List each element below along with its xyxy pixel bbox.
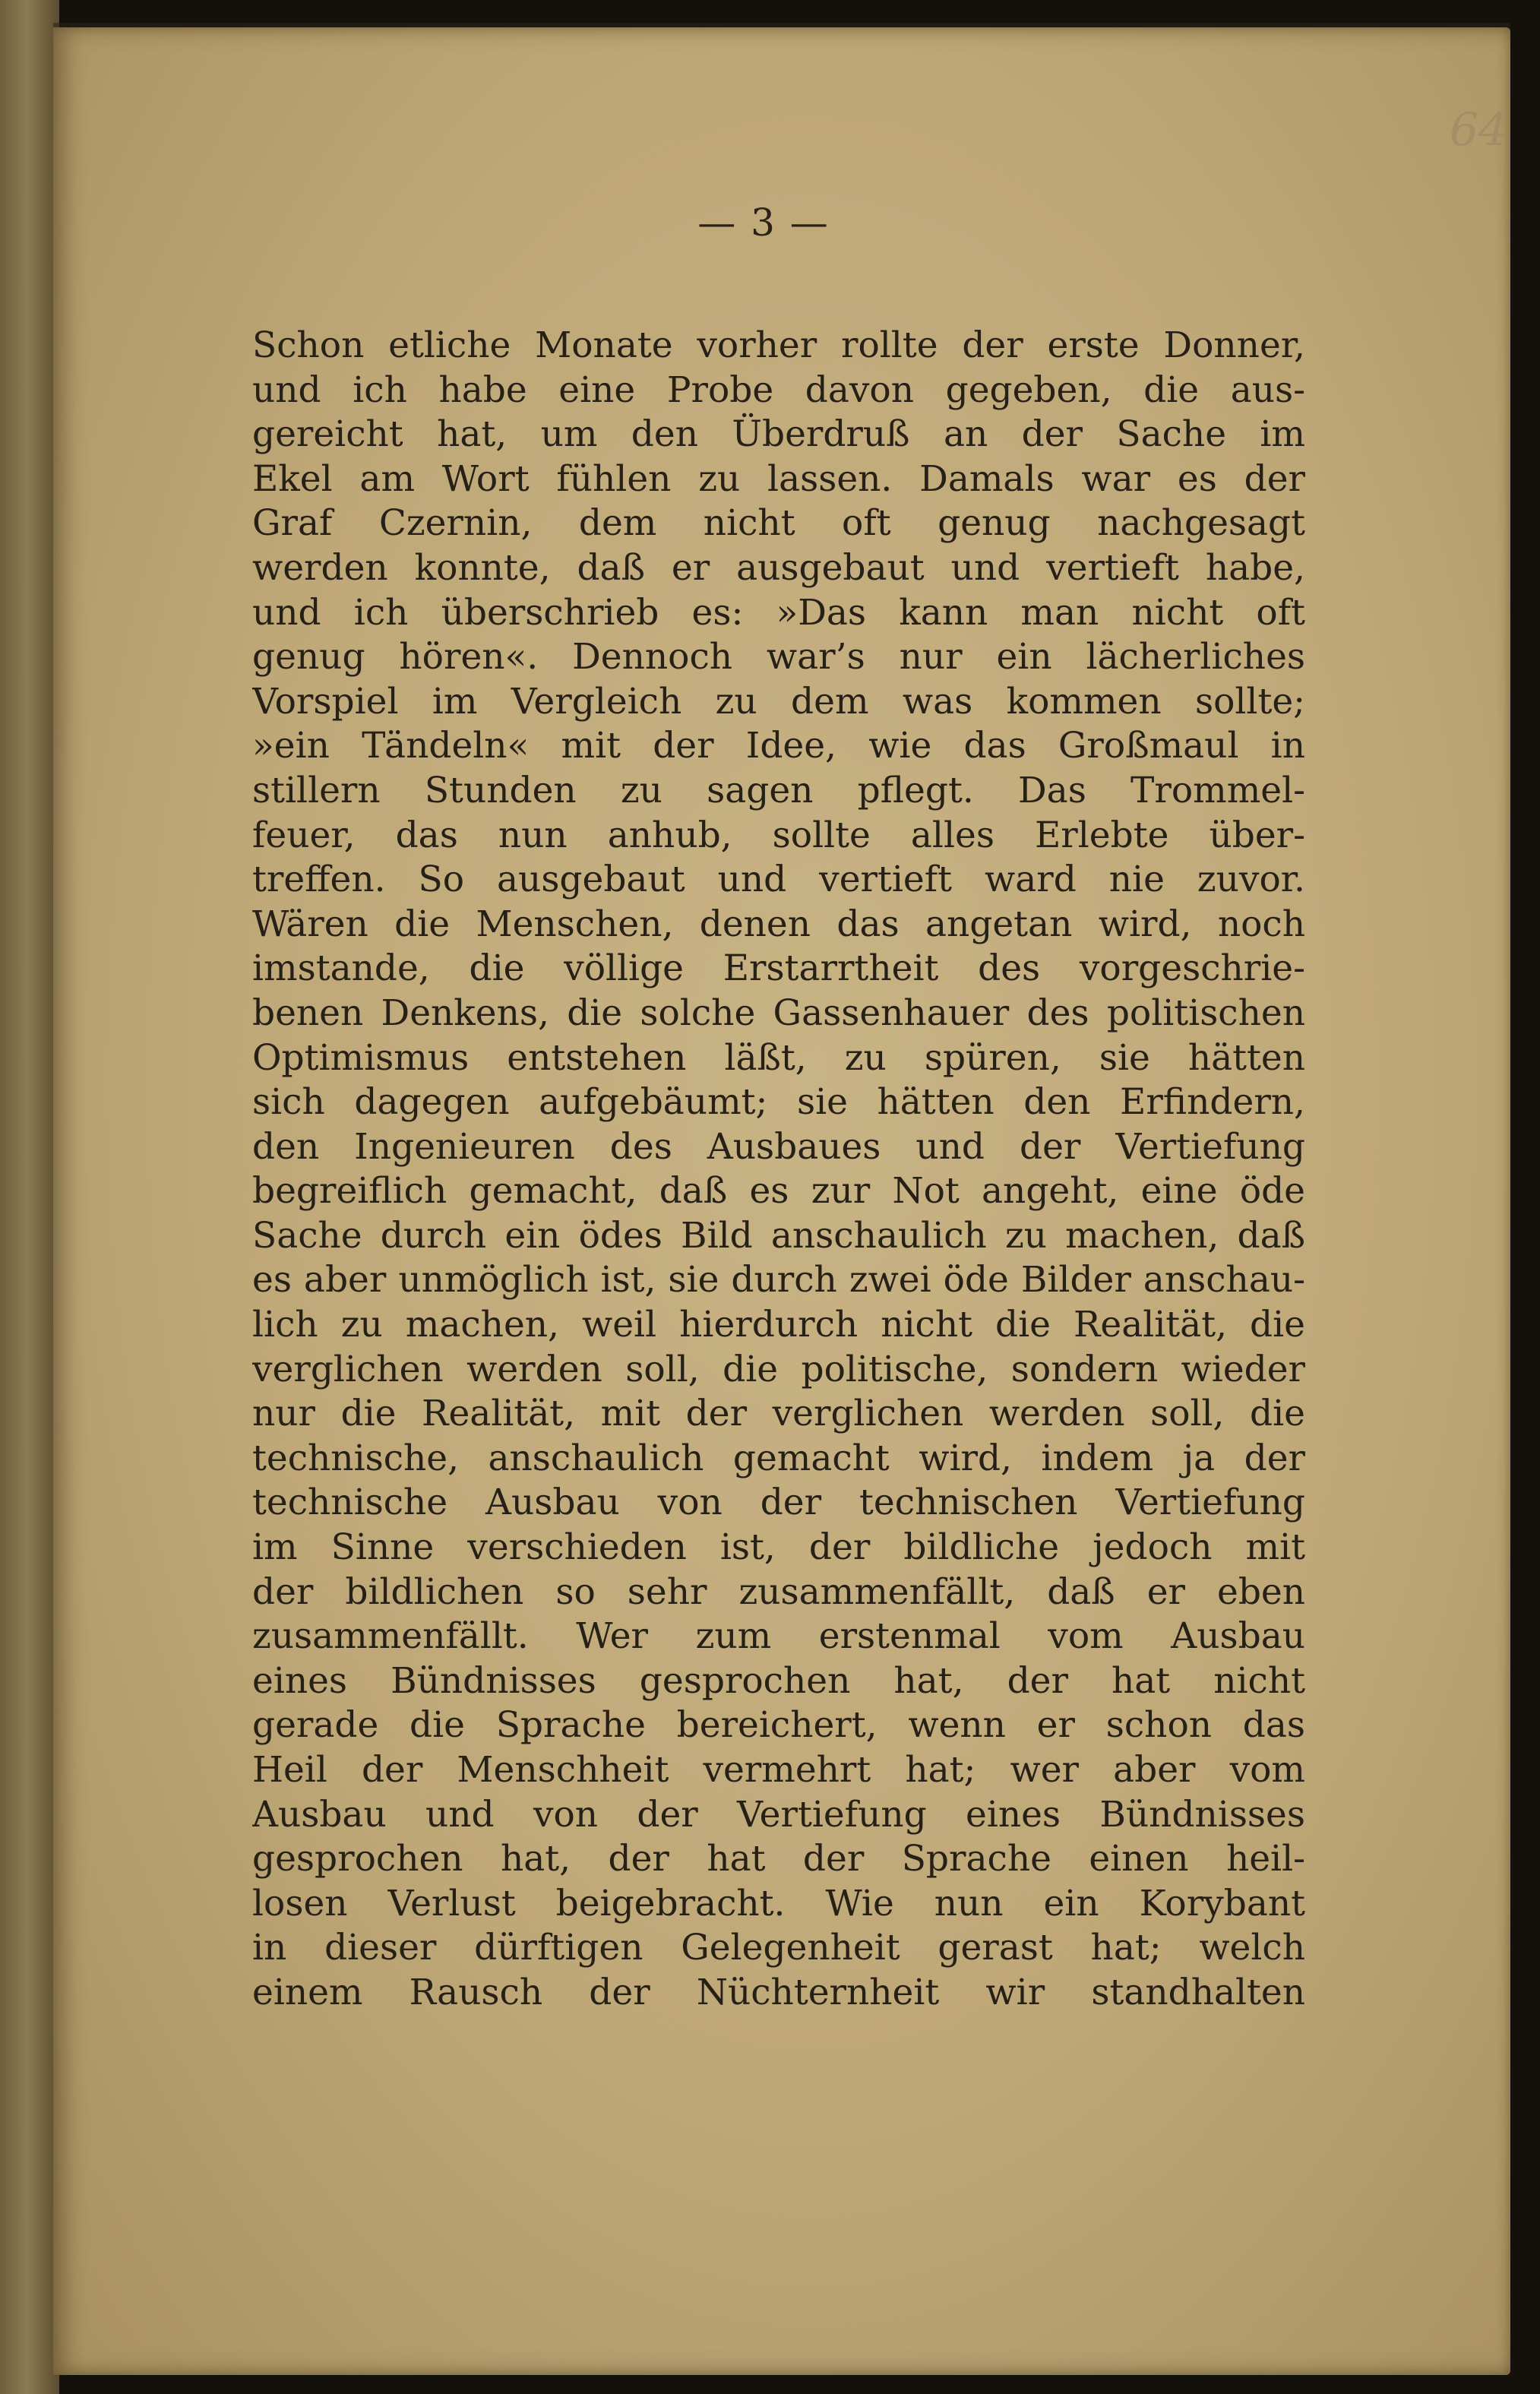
text-line: im Sinne verschieden ist, der bildliche jedoch mit	[252, 1526, 1305, 1569]
previous-page-edge	[0, 0, 59, 2394]
text-line: gesprochen hat, der hat der Sprache einen heil-	[252, 1838, 1305, 1880]
text-line: verglichen werden soll, die politische, sondern wieder	[252, 1348, 1305, 1390]
text-line: nur die Realität, mit der verglichen werden soll, die	[252, 1393, 1305, 1435]
text-line: technische, anschaulich gemacht wird, indem ja der	[252, 1437, 1305, 1479]
text-line: stillern Stunden zu sagen pflegt. Das Trommel-	[252, 769, 1305, 811]
text-line: eines Bündnisses gesprochen hat, der hat nicht	[252, 1659, 1305, 1702]
text-line: technische Ausbau von der technischen Vertiefung	[252, 1482, 1305, 1524]
book-page	[53, 27, 1510, 2375]
text-line: imstande, die völlige Erstarrtheit des vorgeschrie-	[252, 947, 1305, 990]
text-line: feuer, das nun anhub, sollte alles Erlebte über-	[252, 814, 1305, 856]
margin-pencil-note: 64	[1450, 103, 1508, 157]
text-line: Heil der Menschheit vermehrt hat; wer aber vom	[252, 1749, 1305, 1791]
text-line: Ausbau und von der Vertiefung eines Bündnisses	[252, 1793, 1305, 1836]
text-line: begreiflich gemacht, daß es zur Not angeht, eine öde	[252, 1170, 1305, 1213]
text-line: sich dagegen aufgebäumt; sie hätten den Erfindern,	[252, 1081, 1305, 1124]
text-line: Graf Czernin, dem nicht oft genug nachgesagt	[252, 502, 1305, 545]
text-line: den Ingenieuren des Ausbaues und der Vertiefung	[252, 1125, 1305, 1168]
text-line: genug hören«. Dennoch war’s nur ein lächerliches	[252, 636, 1305, 678]
text-line: werden konnte, daß er ausgebaut und vertieft habe,	[252, 546, 1305, 589]
text-line: einem Rausch der Nüchternheit wir standhalten	[252, 1971, 1305, 2013]
text-line: losen Verlust beigebracht. Wie nun ein Korybant	[252, 1882, 1305, 1924]
text-line: Sache durch ein ödes Bild anschaulich zu machen, daß	[252, 1214, 1305, 1257]
text-line: zusammenfällt. Wer zum erstenmal vom Ausbau	[252, 1615, 1305, 1658]
text-line: Schon etliche Monate vorher rollte der erste Donner,	[252, 324, 1305, 366]
text-line: in dieser dürftigen Gelegenheit gerast hat; welch	[252, 1927, 1305, 1969]
text-line: Ekel am Wort fühlen zu lassen. Damals war es der	[252, 457, 1305, 500]
text-line: »ein Tändeln« mit der Idee, wie das Großmaul in	[252, 725, 1305, 767]
text-line: Vorspiel im Vergleich zu dem was kommen sollte;	[252, 680, 1305, 723]
text-line: gerade die Sprache bereichert, wenn er schon das	[252, 1704, 1305, 1747]
body-text	[252, 324, 1305, 2016]
text-line: treffen. So ausgebaut und vertieft ward nie zuvor.	[252, 859, 1305, 901]
page-number: — 3 —	[697, 201, 830, 245]
text-line: benen Denkens, die solche Gassenhauer des politischen	[252, 991, 1305, 1034]
text-line: es aber unmöglich ist, sie durch zwei öde Bilder anschau-	[252, 1259, 1305, 1301]
text-line: und ich habe eine Probe davon gegeben, die aus-	[252, 368, 1305, 411]
text-line: lich zu machen, weil hierdurch nicht die Realität, die	[252, 1304, 1305, 1346]
text-line: gereicht hat, um den Überdruß an der Sache im	[252, 413, 1305, 456]
text-line: Optimismus entstehen läßt, zu spüren, sie hätten	[252, 1036, 1305, 1079]
text-line: der bildlichen so sehr zusammenfällt, daß er eben	[252, 1570, 1305, 1613]
text-line: und ich überschrieb es: »Das kann man nicht oft	[252, 591, 1305, 634]
text-line: Wären die Menschen, denen das angetan wird, noch	[252, 903, 1305, 945]
